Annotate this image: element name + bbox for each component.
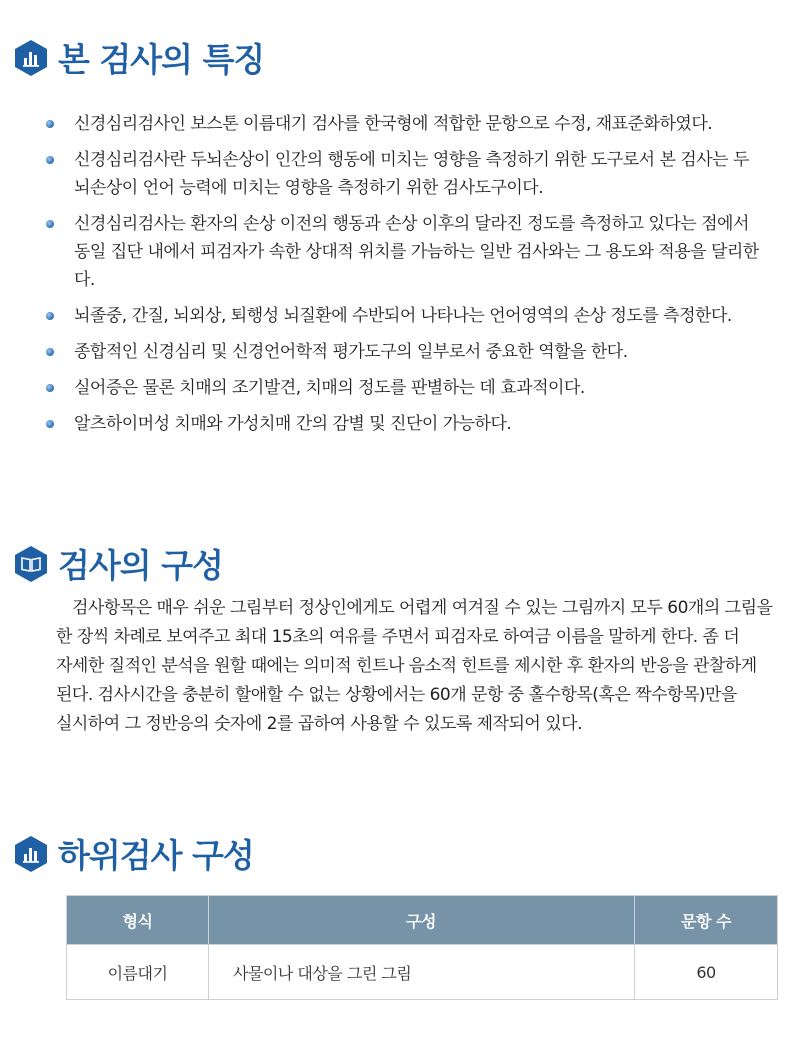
subtest-heading bbox=[14, 830, 254, 877]
header-item-count: 문항 수 bbox=[635, 896, 778, 945]
list-item: 신경심리검사는 환자의 손상 이전의 행동과 손상 이후의 달라진 정도를 측정하고 있다는 점에서 동일 집단 내에서 피검자가 속한 상대적 위치를 가늠하는 일반 검사와는 그 용도와 적용을 달리한다. bbox=[44, 210, 764, 294]
chart-icon bbox=[14, 835, 48, 873]
list-item: 뇌졸중, 간질, 뇌외상, 퇴행성 뇌질환에 수반되어 나타나는 언어영역의 손상 정도를 측정한다. bbox=[44, 302, 764, 330]
table-row bbox=[67, 945, 778, 1000]
bullet-icon bbox=[46, 220, 54, 228]
header-format: 형식 bbox=[67, 896, 209, 945]
section-title: 검사의 구성 bbox=[58, 546, 223, 585]
chart-icon bbox=[14, 39, 48, 77]
bullet-icon bbox=[46, 312, 54, 320]
header-composition: 구성 bbox=[209, 896, 635, 945]
bullet-icon bbox=[46, 384, 54, 392]
composition-heading bbox=[14, 540, 223, 587]
cell-format: 이름대기 bbox=[67, 945, 209, 1000]
list-item: 실어증은 물론 치매의 조기발견, 치매의 정도를 판별하는 데 효과적이다. bbox=[44, 374, 764, 402]
section-title: 하위검사 구성 bbox=[58, 836, 254, 875]
features-heading bbox=[14, 34, 264, 81]
feature-list bbox=[44, 110, 764, 446]
composition-paragraph: 검사항목은 매우 쉬운 그림부터 정상인에게도 어렵게 여겨질 수 있는 그림까지 모두 60개의 그림을 한 장씩 차례로 보여주고 최대 15초의 여유를 주면서 피검자로 하여금 이름을 말하게 한다. 좀 더 자세한 질적인 분석을 원할 때에는 의미적 힌트나 음소적 힌트를 제시한 후 환자의 반응을 관찰하게 된다. 검사시간을 충분히 할애할 수 없는 상황에서는 60개 문항 중 홀수항목(혹은 짝수항목)만을 실시하여 그 정반응의 숫자에 2를 곱하여 사용할 수 있도록 제작되어 있다. bbox=[56, 598, 773, 734]
section-title: 본 검사의 특징 bbox=[58, 40, 265, 79]
cell-item-count: 60 bbox=[635, 945, 778, 1000]
cell-composition: 사물이나 대상을 그린 그림 bbox=[209, 945, 635, 1000]
bullet-icon bbox=[46, 156, 54, 164]
bullet-icon bbox=[46, 348, 54, 356]
bullet-icon bbox=[46, 420, 54, 428]
list-item: 신경심리검사인 보스톤 이름대기 검사를 한국형에 적합한 문항으로 수정, 재표준화하였다. bbox=[44, 110, 764, 138]
bullet-icon bbox=[46, 120, 54, 128]
table-header-row bbox=[67, 896, 778, 945]
list-item: 알츠하이머성 치매와 가성치매 간의 감별 및 진단이 가능하다. bbox=[44, 410, 764, 438]
list-item: 종합적인 신경심리 및 신경언어학적 평가도구의 일부로서 중요한 역할을 한다. bbox=[44, 338, 764, 366]
subtest-table bbox=[66, 895, 778, 1000]
list-item: 신경심리검사란 두뇌손상이 인간의 행동에 미치는 영향을 측정하기 위한 도구로서 본 검사는 두뇌손상이 언어 능력에 미치는 영향을 측정하기 위한 검사도구이다. bbox=[44, 146, 764, 202]
book-icon bbox=[14, 545, 48, 583]
